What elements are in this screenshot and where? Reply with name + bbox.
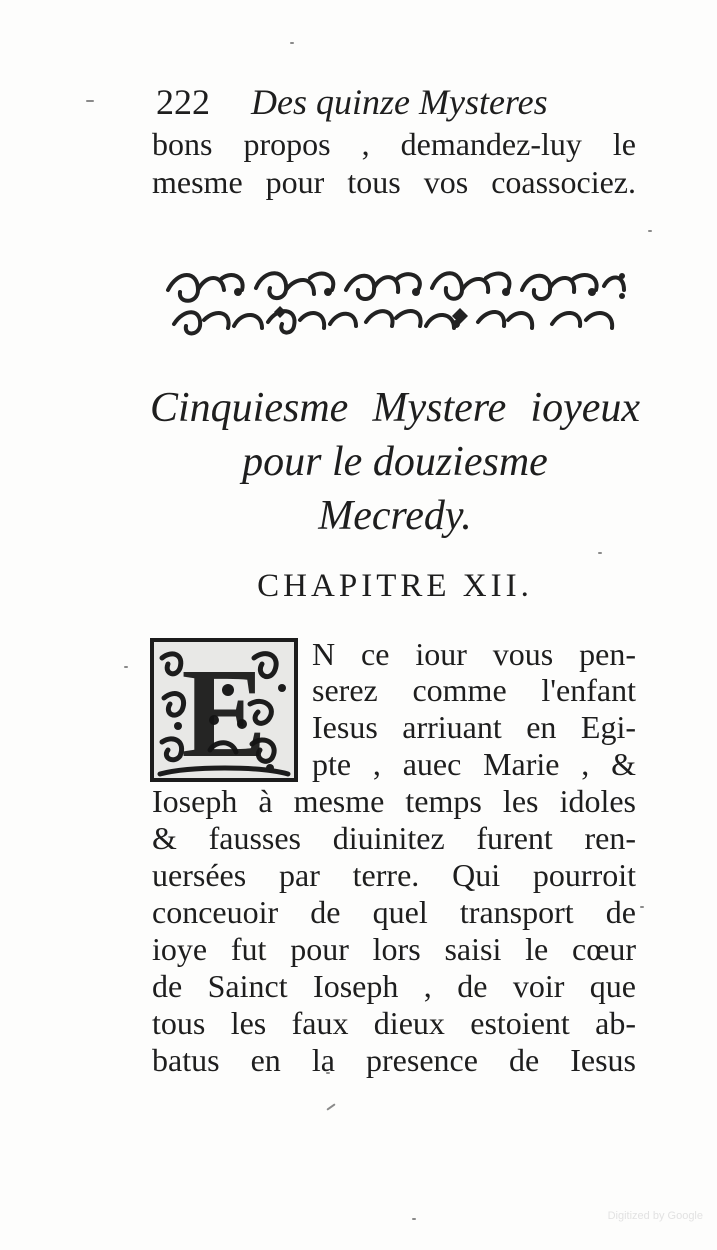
carry-over-line: bons propos , demandez-luy le <box>152 126 636 162</box>
mystery-heading-line: pour le douziesme <box>242 439 548 485</box>
running-title: Des quinze Mysteres <box>251 82 548 122</box>
print-speck <box>86 100 94 102</box>
paragraph-line: N ce iour vous pen- <box>312 636 636 672</box>
print-speck <box>648 230 652 232</box>
print-speck <box>290 42 294 44</box>
mystery-heading-line: Cinquiesme Mystere ioyeux <box>150 385 640 431</box>
drop-cap-letter: E <box>181 642 267 782</box>
paragraph-line: uersées par terre. Qui pourroit <box>152 857 636 893</box>
paragraph-line: tous les faux dieux estoient ab- <box>152 1005 636 1041</box>
paragraph-line: serez comme l'enfant <box>312 672 636 708</box>
carry-over-line: mesme pour tous vos coassociez. <box>152 164 636 200</box>
print-speck <box>640 906 644 908</box>
paragraph-line: pte , auec Marie , & <box>312 746 636 782</box>
print-speck <box>124 666 128 668</box>
page-number: 222 <box>156 82 210 122</box>
print-speck <box>412 1218 416 1220</box>
drop-cap-ornament-icon <box>150 638 298 782</box>
paragraph-line: batus en la presence de Iesus <box>152 1042 636 1078</box>
print-speck <box>598 552 602 554</box>
running-head <box>156 82 548 122</box>
paragraph-line: de Sainct Ioseph , de voir que <box>152 968 636 1004</box>
paragraph-line: ioye fut pour lors saisi le cœur <box>152 931 636 967</box>
print-speck <box>326 1103 335 1110</box>
fleuron-band-icon <box>160 262 634 342</box>
digitization-watermark: Digitized by Google <box>607 1210 703 1222</box>
chapter-title: CHAPITRE XII. <box>257 568 533 604</box>
paragraph-line: Iesus arriuant en Egi- <box>312 709 636 745</box>
drop-cap <box>150 638 298 782</box>
paragraph-line: Ioseph à mesme temps les idoles <box>152 783 636 819</box>
mystery-heading-line: Mecredy. <box>318 493 472 539</box>
paragraph-line: conceuoir de quel transport de <box>152 894 636 930</box>
paragraph-line: & fausses diuinitez furent ren- <box>152 820 636 856</box>
